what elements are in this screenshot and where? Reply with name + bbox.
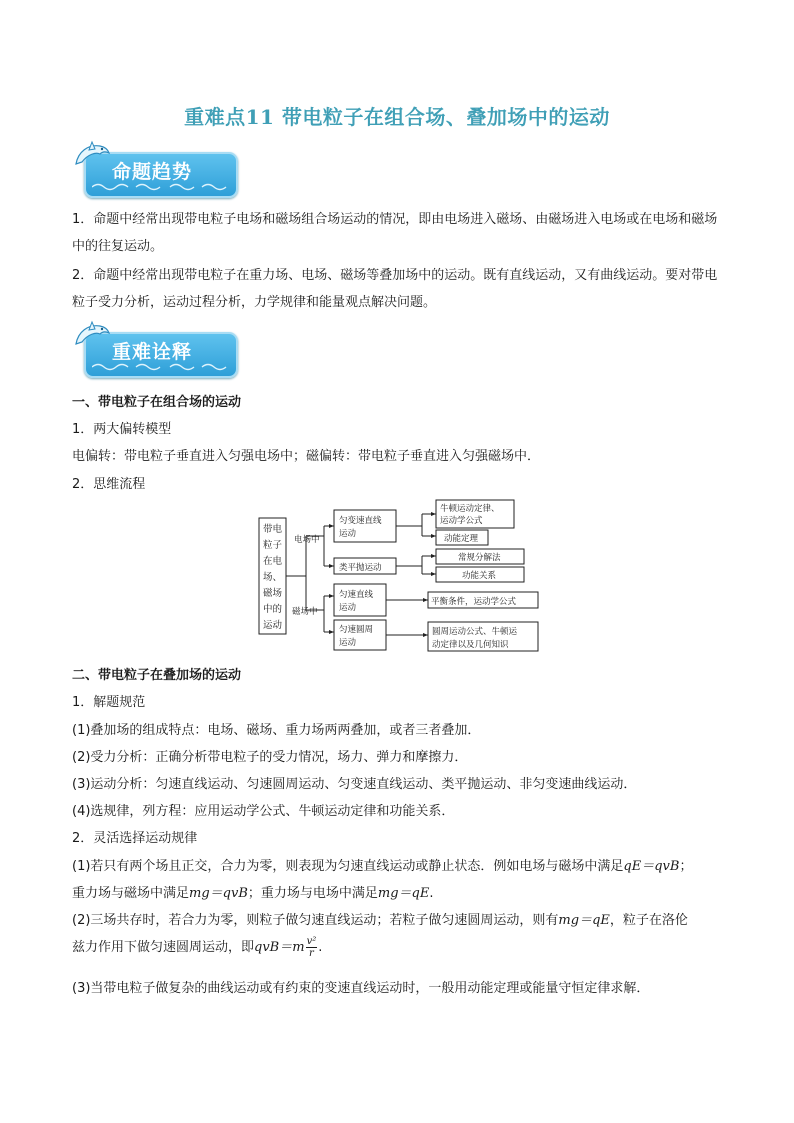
banner-trend <box>72 146 238 208</box>
flow-root-line: 中的 <box>263 604 283 615</box>
flow-root-line: 带电 <box>263 524 283 535</box>
section1-heading: 一、带电粒子在组合场的运动 <box>72 395 242 410</box>
rule-2-text: ，粒子在洛伦 <box>609 913 688 928</box>
waves-decoration <box>92 182 227 192</box>
section2-item-3: (3)运动分析：匀速直线运动、匀速圆周运动、匀变速直线运动、类平抛运动、非匀变速曲线运动． <box>72 777 637 792</box>
punctuation: . <box>318 940 323 955</box>
flow-node-text: 匀变速直线 <box>339 516 382 526</box>
flow-root-line: 在电 <box>263 556 283 567</box>
rule-1-text: (1)若只有两个场且正交，合力为零，则表现为匀速直线运动或静止状态．例如电场与磁场中满足 <box>72 859 624 874</box>
section1-sub1: 1．两大偏转模型 <box>72 422 172 437</box>
dolphin-icon <box>72 318 112 352</box>
flow-leaf-text: 平衡条件，运动学公式 <box>431 597 517 607</box>
rule-1-text: ；重力场与电场中满足 <box>247 886 378 901</box>
section2-item-4: (4)选规律，列方程：应用运动学公式、牛顿运动定律和功能关系． <box>72 804 455 819</box>
section2-item-1: (1)叠加场的组成特点：电场、磁场、重力场两两叠加，或者三者叠加． <box>72 723 481 738</box>
trend-item-2: 2．命题中经常出现带电粒子在重力场、电场、磁场等叠加场中的运动。既有直线运动，又有曲线运动。要对带电粒子受力分析，运动过程分析，力学规律和能量观点解决问题。 <box>72 268 718 310</box>
flow-node-text: 运动 <box>339 603 357 613</box>
banner-trend-label: 命题趋势 <box>112 161 193 183</box>
equation: mg＝qE <box>377 886 430 901</box>
section2-sub2: 2．灵活选择运动规律 <box>72 831 198 846</box>
rule-2-text: 兹力作用下做匀速圆周运动，即 <box>72 940 255 955</box>
rule-3: (3)当带电粒子做复杂的曲线运动或有约束的变速直线运动时，一般用动能定理或能量守恒定律求解． <box>72 981 650 996</box>
flow-node-text: 匀速直线 <box>339 590 374 600</box>
rule-2-text: (2)三场共存时，若合力为零，则粒子做匀速直线运动；若粒子做匀速圆周运动，则有 <box>72 913 559 928</box>
trend-item-1: 1．命题中经常出现带电粒子电场和磁场组合场运动的情况，即由电场进入磁场、由磁场进入电场或在电场和磁场中的往复运动。 <box>72 212 718 254</box>
equation: qvB＝m <box>254 940 305 955</box>
flow-branch-magnetic: 磁场中 <box>292 607 318 617</box>
dolphin-icon <box>72 138 112 172</box>
flow-root-line: 粒子 <box>263 540 283 551</box>
fraction-denominator: r <box>309 948 314 959</box>
rule-2-line-1 <box>72 909 688 928</box>
section1-sub1-text: 电偏转：带电粒子垂直进入匀强电场中；磁偏转：带电粒子垂直进入匀强磁场中． <box>72 449 541 464</box>
banner-explain-label: 重难诠释 <box>112 341 193 363</box>
section2-heading: 二、带电粒子在叠加场的运动 <box>72 668 242 683</box>
flow-leaf-text: 圆周运动公式、牛顿运 <box>432 627 518 637</box>
equation: mg＝qE <box>558 913 610 928</box>
flow-root-line: 场、 <box>263 572 283 583</box>
section1-sub2: 2．思维流程 <box>72 477 146 492</box>
equation: mg＝qvB <box>189 886 248 901</box>
flow-leaf-text: 动能定理 <box>444 534 479 544</box>
fraction <box>306 936 318 959</box>
flow-node-text: 类平抛运动 <box>339 563 382 573</box>
flow-root-line: 磁场 <box>263 588 283 599</box>
flow-node-text: 匀速圆周 <box>339 625 374 635</box>
rule-1-text: 重力场与磁场中满足 <box>72 886 190 901</box>
flow-leaf-text: 功能关系 <box>462 571 497 581</box>
rule-1-line-1 <box>72 855 692 874</box>
section2-item-2: (2)受力分析：正确分析带电粒子的受力情况，场力、弹力和摩擦力． <box>72 750 468 765</box>
flow-root-line: 运动 <box>263 620 283 631</box>
flow-branch-electric: 电场中 <box>294 535 320 545</box>
waves-decoration <box>92 362 227 372</box>
banner-explain <box>72 326 238 388</box>
fraction-numerator: v² <box>306 936 317 947</box>
equation: qE＝qvB <box>623 859 680 874</box>
flow-leaf-text: 动定律以及几何知识 <box>432 640 509 650</box>
flow-node-text: 运动 <box>339 529 357 539</box>
punctuation: ； <box>679 859 693 874</box>
flow-node-text: 运动 <box>339 638 357 648</box>
page-title: 重难点11 带电粒子在组合场、叠加场中的运动 <box>184 105 610 129</box>
flowchart <box>250 496 550 656</box>
punctuation: . <box>429 886 434 901</box>
section2-sub1: 1．解题规范 <box>72 695 146 710</box>
flow-leaf-text: 运动学公式 <box>440 516 483 526</box>
flow-leaf-text: 牛顿运动定律、 <box>440 504 500 514</box>
rule-1-line-2 <box>72 882 434 901</box>
rule-2-line-2 <box>72 936 322 959</box>
flow-leaf-text: 常规分解法 <box>458 553 501 563</box>
